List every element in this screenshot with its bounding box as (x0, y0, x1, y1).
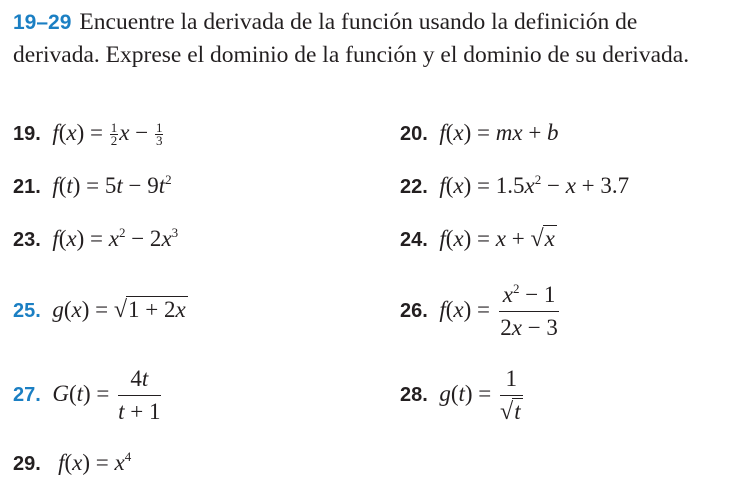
exercise-27 (13, 366, 164, 425)
exercise-29 (13, 450, 131, 476)
exercise-19 (13, 120, 164, 147)
instructions (13, 6, 725, 72)
exercise-number: 22. (400, 176, 428, 198)
exercise-number: 23. (13, 229, 41, 251)
exercise-28 (400, 366, 526, 425)
exercise-formula: g(x) = √1 + 2x (52, 297, 186, 323)
exercise-formula: f(x) = $\frac{x^2 - 1}{2x - 3}$ (439, 281, 558, 340)
exercise-number: 25. (13, 300, 41, 322)
exercise-26 (400, 282, 562, 341)
exercise-20 (400, 120, 559, 146)
exercise-number: 20. (400, 123, 428, 145)
exercise-number: 24. (400, 229, 428, 251)
exercise-range: 19–29 (13, 11, 72, 34)
exercise-23 (13, 226, 178, 252)
exercise-formula: $f(x) = x^4$ (58, 449, 132, 475)
exercise-formula: f(x) = x + √x (439, 226, 555, 252)
exercise-22 (400, 173, 629, 199)
exercise-formula: g(t) = $\frac{1}{√t}$ (439, 366, 521, 425)
exercise-formula: f(x) = $\frac{1}{2}$ x − $\frac{1}{3}$ (52, 120, 163, 149)
exercise-number: 27. (13, 383, 41, 406)
exercise-number: 28. (400, 383, 428, 406)
exercise-number: 26. (400, 299, 428, 322)
exercise-formula: $f(x) = 1.5x^2 - x + 3.7$ (439, 172, 630, 198)
exercise-21 (13, 173, 172, 199)
exercise-formula: $f(x) = x^2 - 2x^3$ (52, 225, 179, 251)
exercise-formula: $f(t) = 5t - 9t^2$ (52, 172, 172, 198)
exercise-formula: G(t) = $\frac{4t}{t + 1}$ (52, 366, 161, 424)
exercise-number: 29. (13, 453, 41, 475)
exercise-24 (400, 226, 557, 253)
exercise-number: 19. (13, 123, 41, 145)
exercise-25 (13, 297, 188, 324)
exercise-number: 21. (13, 176, 41, 198)
instructions-text: Encuentre la derivada de la función usando la definición de derivada. Exprese el dominio de la función y el dominio de su derivada. (13, 9, 690, 68)
exercise-formula: f(x) = mx + b (439, 120, 559, 145)
